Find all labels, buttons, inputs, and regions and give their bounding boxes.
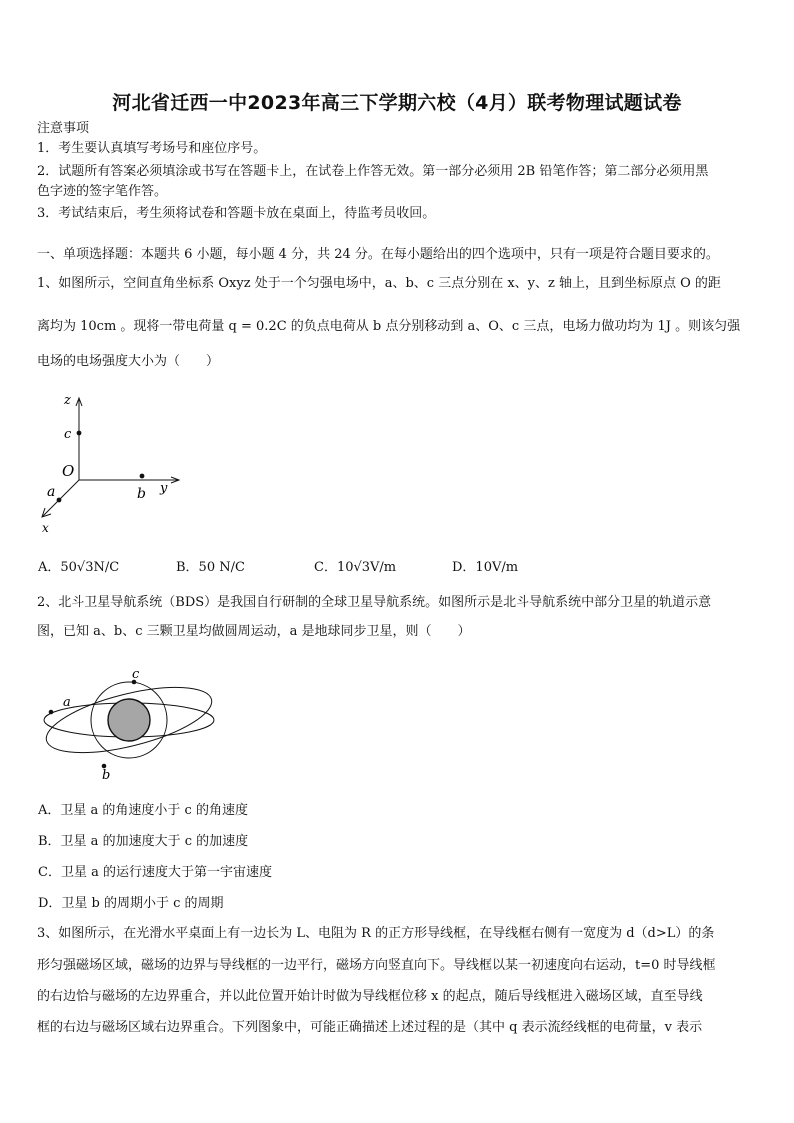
q2-option-a[interactable]: A．卫星 a 的角速度小于 c 的角速度: [38, 803, 248, 818]
q1-stem-line: 1、如图所示，空间直角坐标系 Oxyz 处于一个匀强电场中，a、b、c 三点分别在 x、y、z 轴上，且到坐标原点 O 的距: [37, 276, 721, 291]
x-axis-label: x: [42, 521, 49, 535]
origin-label: O: [62, 462, 75, 480]
satellite-b-label: b: [102, 768, 111, 783]
satellite-c-label: c: [132, 667, 140, 682]
notice-item: 3．考试结束后，考生须将试卷和答题卡放在桌面上，待监考员收回。: [37, 206, 436, 221]
point-b-label: b: [137, 486, 146, 502]
y-axis-label: y: [160, 481, 168, 496]
q2-stem-line: 2、北斗卫星导航系统（BDS）是我国自行研制的全球卫星导航系统。如图所示是北斗导航系统中部分卫星的轨道示意: [37, 595, 712, 610]
point-c-label: c: [64, 427, 72, 442]
q1-option-b[interactable]: B．50 N/C: [176, 560, 245, 575]
notice-item: 2．试题所有答案必须填涂或书写在答题卡上，在试卷上作答无效。第一部分必须用 2B 铅笔作答；第二部分必须用黑: [37, 164, 709, 179]
q1-stem-line: 电场的电场强度大小为（ ）: [37, 354, 220, 369]
q3-stem-line: 3、如图所示，在光滑水平桌面上有一边长为 L、电阻为 R 的正方形导线框，在导线框右侧有一宽度为 d（d>L）的条: [37, 926, 715, 941]
notice-item: 1．考生要认真填写考场号和座位序号。: [37, 141, 267, 156]
q2-stem-line: 图，已知 a、b、c 三颗卫星均做圆周运动，a 是地球同步卫星，则（ ）: [37, 624, 471, 639]
notice-heading: 注意事项: [37, 121, 90, 136]
q2-orbit-figure: [40, 665, 220, 785]
section-heading: 一、单项选择题：本题共 6 小题，每小题 4 分，共 24 分。在每小题给出的四个选项中，只有一项是符合题目要求的。: [37, 247, 719, 262]
q1-coordinate-figure: [36, 388, 186, 538]
q1-option-a[interactable]: A．50√3N/C: [38, 560, 120, 575]
q3-stem-line: 的右边恰与磁场的左边界重合，并以此位置开始计时做为导线框位移 x 的起点，随后导线框进入磁场区域，直至导线: [37, 989, 703, 1004]
exam-title: 河北省迁西一中2023年高三下学期六校（4月）联考物理试题试卷: [112, 92, 682, 114]
q2-option-b[interactable]: B．卫星 a 的加速度大于 c 的加速度: [38, 834, 249, 849]
z-axis-label: z: [64, 393, 71, 408]
q1-option-d[interactable]: D．10V/m: [452, 560, 519, 575]
q2-option-c[interactable]: C．卫星 a 的运行速度大于第一宇宙速度: [38, 865, 272, 880]
point-a-label: a: [47, 484, 56, 500]
q3-stem-line: 框的右边与磁场区域右边界重合。下列图象中，可能正确描述上述过程的是（其中 q 表示流经线框的电荷量，v 表示: [37, 1020, 703, 1035]
q3-stem-line: 形匀强磁场区域，磁场的边界与导线框的一边平行，磁场方向竖直向下。导线框以某一初速度向右运动，t=0 时导线框: [37, 958, 716, 973]
q2-option-d[interactable]: D．卫星 b 的周期小于 c 的周期: [38, 896, 224, 911]
q1-option-c[interactable]: C．10√3V/m: [314, 560, 397, 575]
q1-stem-line: 离均为 10cm 。现将一带电荷量 q = 0.2C 的负点电荷从 b 点分别移动到 a、O、c 三点，电场力做功均为 1J 。则该匀强: [37, 319, 741, 334]
satellite-a-label: a: [63, 695, 71, 710]
notice-item: 色字迹的签字笔作答。: [37, 184, 168, 199]
